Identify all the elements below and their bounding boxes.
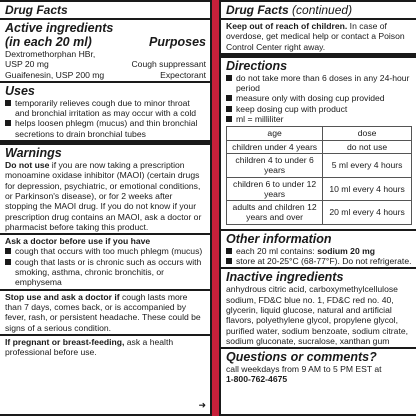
ask-doctor-section — [0, 235, 210, 290]
keep-out-text: Keep out of reach of children. In case of overdose, get medical help or contact a Poison Control Center right away. — [226, 21, 405, 52]
table-row — [227, 177, 412, 201]
direction-item: keep dosing cup with product — [226, 104, 412, 114]
table-cell: adults and children 12 years and over — [227, 201, 323, 225]
table-row — [227, 140, 412, 153]
active-ingredients-subheader: (in each 20 ml) — [5, 35, 92, 49]
table-header-row — [227, 127, 412, 140]
stop-use-text: Stop use and ask a doctor if cough lasts more than 7 days, comes back, or is accompanied by fever, rash, or persistent headache. These could be signs of a serious condition. — [5, 291, 201, 333]
questions-header: Questions or comments? — [226, 350, 377, 365]
other-info-header: Other information — [226, 231, 332, 246]
uses-section — [0, 83, 210, 145]
ingredient-row: USP 20 mg Cough suppressant — [5, 59, 206, 70]
uses-header: Uses — [5, 83, 35, 98]
warnings-section — [0, 145, 210, 235]
active-ingredients-header: Active ingredients — [5, 21, 114, 35]
active-ingredients-section — [0, 20, 210, 83]
continue-arrow-icon: ➜ — [198, 400, 206, 410]
warnings-header: Warnings — [5, 146, 62, 161]
table-row — [227, 153, 412, 177]
other-info-item: store at 20-25°C (68-77°F). Do not refrigerate. — [226, 256, 412, 266]
purposes-header: Purposes — [149, 35, 206, 49]
use-item: helps loosen phlegm (mucus) and thin bronchial secretions to drain bronchial tubes — [5, 118, 206, 139]
ingredient-row: Dextromethorphan HBr, — [5, 49, 96, 59]
table-cell: children under 4 years — [227, 140, 323, 153]
questions-text: call weekdays from 9 AM to 5 PM EST at — [226, 364, 382, 375]
title-section — [0, 2, 210, 20]
ingredient-row: Guaifenesin, USP 200 mg Expectorant — [5, 69, 206, 80]
pregnancy-section — [0, 336, 210, 359]
table-header-cell: age — [227, 127, 323, 140]
maoi-warning: Do not use if you are now taking a prescription monoamine oxidase inhibitor (MAOI) (certain drugs for depression, psychiatric, or emotional conditions, or Parkinson's disease), or for 2 weeks after stopping the MAOI drug. If you do not know if your prescription drug contains an MAOI, ask a doctor or pharmacist before taking this product. — [5, 160, 202, 232]
table-cell: 5 ml every 4 hours — [323, 153, 412, 177]
dose-table — [226, 126, 412, 224]
table-cell: do not use — [323, 140, 412, 153]
other-info-section — [221, 231, 416, 270]
direction-item: measure only with dosing cup provided — [226, 93, 412, 103]
ask-doctor-item: cough that occurs with too much phlegm (mucus) — [5, 246, 206, 256]
use-item: temporarily relieves cough due to minor throat and bronchial irritation as may occur with a cold — [5, 98, 206, 119]
title-section — [221, 2, 416, 20]
table-cell: 20 ml every 4 hours — [323, 201, 412, 225]
direction-item: ml = milliliter — [226, 114, 412, 124]
inactive-ingredients-section — [221, 269, 416, 349]
questions-section — [221, 349, 416, 386]
panel-title: Drug Facts (continued) — [226, 3, 353, 17]
table-header-cell: dose — [323, 127, 412, 140]
table-cell: 10 ml every 4 hours — [323, 177, 412, 201]
panel-title: Drug Facts — [5, 3, 68, 17]
ask-doctor-header: Ask a doctor before use if you have — [5, 236, 151, 247]
stop-use-section — [0, 291, 210, 336]
direction-item: do not take more than 6 doses in any 24-hour period — [226, 73, 412, 94]
inactive-ingredients-header: Inactive ingredients — [226, 270, 344, 285]
table-cell: children 6 to under 12 years — [227, 177, 323, 201]
directions-header: Directions — [226, 58, 288, 73]
table-cell: children 4 to under 6 years — [227, 153, 323, 177]
keep-out-section — [221, 20, 416, 58]
other-info-item: each 20 ml contains: sodium 20 mg — [226, 246, 412, 256]
table-row — [227, 201, 412, 225]
ask-doctor-item: cough that lasts or is chronic such as occurs with smoking, asthma, chronic bronchitis, or emphysema — [5, 257, 206, 288]
directions-section — [221, 58, 416, 231]
phone-number: 1-800-762-4675 — [226, 374, 288, 385]
inactive-ingredients-text: anhydrous citric acid, carboxymethylcellulose sodium, FD&C blue no. 1, FD&C red no. 40, glycerin, liquid glucose, natural and artificial flavors, polyethylene glycol, propylene glycol, purified water, sodium benzoate, sodium citrate, sodium gluconate, sucralose, xanthan gum — [226, 284, 408, 346]
pregnancy-text: If pregnant or breast-feeding, ask a health professional before use. — [5, 336, 174, 358]
drug-facts-right-panel — [219, 0, 416, 416]
